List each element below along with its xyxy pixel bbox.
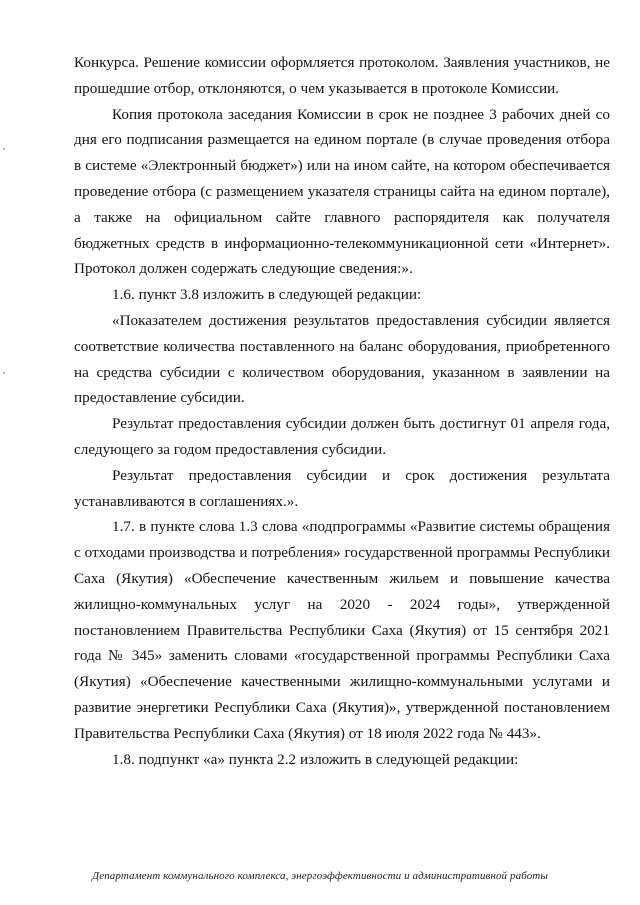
document-body xyxy=(74,50,610,772)
scan-mark xyxy=(3,148,5,150)
paragraph-continuation: Конкурса. Решение комиссии оформляется протоколом. Заявления участников, не прошедшие отбор, отклоняются, о чем указывается в протоколе Комиссии. xyxy=(74,54,610,97)
paragraph-result-deadline: Результат предоставления субсидии должен быть достигнут 01 апреля года, следующего за годом предоставления субсидии. xyxy=(74,415,610,458)
paragraph-protocol-copy: Копия протокола заседания Комиссии в срок не позднее 3 рабочих дней со дня его подписания размещается на едином портале (в случае проведения отбора в системе «Электронный бюджет») или на ином сайте, на котором обеспечивается проведение отбора (с размещением указателя страницы сайта на едином портале), а также на официальном сайте главного распорядителя как получателя бюджетных средств в информационно-телекоммуникационной сети «Интернет». Протокол должен содержать следующие сведения:». xyxy=(74,105,610,278)
paragraph-indicator: «Показателем достижения результатов предоставления субсидии является соответствие количества поставленного на баланс оборудования, приобретенного на средства субсидии с количеством оборудования, указанном в заявлении на предоставление субсидии. xyxy=(74,311,610,407)
paragraph-item-1-7: 1.7. в пункте слова 1.3 слова «подпрограммы «Развитие системы обращения с отходами производства и потребления» государственной программы Республики Саха (Якутия) «Обеспечение качественным жильем и повышение качества жилищно-коммунальных услуг на 2020 - 2024 годы», утвержденной постановлением Правительства Республики Саха (Якутия) от 15 сентября 2021 года № 345» заменить словами «государственной программы Республики Саха (Якутия) «Обеспечение качественными жилищно-коммунальными услугами и развитие энергетики Республики Саха (Якутия)», утвержденной постановлением Правительства Республики Саха (Якутия) от 18 июля 2022 года № 443». xyxy=(74,518,610,742)
page-footer: Департамент коммунального комплекса, энергоэффективности и административной работы xyxy=(92,870,548,882)
paragraph-result-agreements: Результат предоставления субсидии и срок достижения результата устанавливаются в соглашениях.». xyxy=(74,466,610,510)
paragraph-item-1-6: 1.6. пункт 3.8 изложить в следующей редакции: xyxy=(112,286,422,304)
scan-mark xyxy=(3,372,5,374)
paragraph-item-1-8: 1.8. подпункт «а» пункта 2.2 изложить в следующей редакции: xyxy=(112,750,519,768)
